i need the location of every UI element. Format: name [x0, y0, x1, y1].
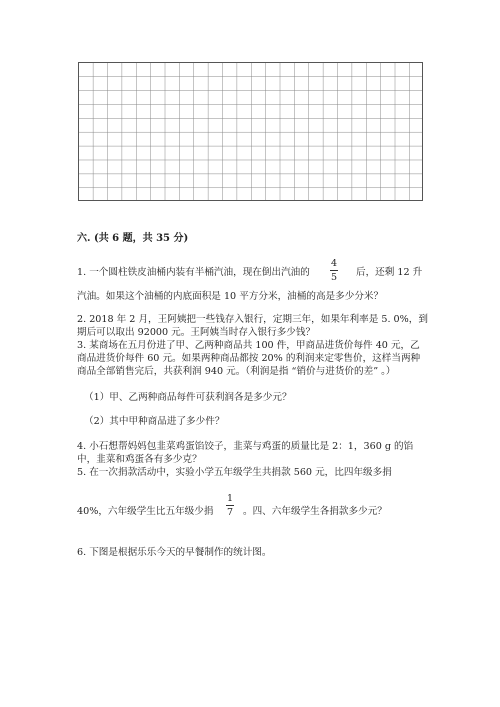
- q1-fraction: [330, 258, 338, 283]
- section-title: 六. (共 6 题，共 35 分): [77, 233, 189, 244]
- q6-line1: 6. 下图是根据乐乐今天的早餐制作的统计图。: [77, 547, 272, 558]
- q5-frac-den: 7: [226, 507, 234, 518]
- q1-frac-den: 5: [330, 272, 338, 283]
- q1-frac-num: 4: [330, 258, 338, 269]
- q5-line1: 5. 在一次捐款活动中，实验小学五年级学生共捐款 560 元，比四年级多捐: [77, 467, 392, 478]
- q4-line2: 中，韭菜和鸡蛋各有多少克？: [77, 454, 202, 465]
- q5-line2b: 。四、六年级学生各捐款多少元？: [243, 506, 387, 517]
- q5-frac-num: 1: [226, 493, 234, 504]
- q4-line1: 4. 小石想帮妈妈包韭菜鸡蛋馅饺子，韭菜与鸡蛋的质量比是 2：1，360 g 的馅: [77, 441, 414, 452]
- q3-sub1: （1）甲、乙两种商品每件可获利润各是多少元？: [84, 392, 292, 403]
- q2-line2: 期后可以取出 92000 元。王阿姨当时存入银行多少钱？: [77, 327, 316, 338]
- q3-sub2: （2）其中甲种商品进了多少件？: [84, 416, 225, 427]
- q3-line1: 3. 某商场在五月份进了甲、乙两种商品共 100 件，甲商品进货价每件 40 元，乙: [77, 340, 420, 351]
- q1-line2: 汽油。如果这个油桶的内底面积是 10 平方分米，油桶的高是多少分米？: [77, 291, 384, 302]
- frac-bar: [330, 270, 338, 271]
- q5-fraction: [226, 493, 234, 518]
- q1-line1a: 1. 一个圆柱铁皮油桶内装有半桶汽油，现在倒出汽油的: [77, 267, 310, 278]
- q1-line1b: 后，还剩 12 升: [356, 267, 423, 278]
- answer-grid: [78, 62, 423, 201]
- frac-bar: [226, 505, 234, 506]
- q3-line2: 商品进货价每件 60 元。如果两种商品都按 20% 的利润来定零售价，这样当两种: [77, 353, 421, 364]
- q5-line2a: 40%，六年级学生比五年级少捐: [77, 506, 214, 517]
- q2-line1: 2. 2018 年 2 月，王阿姨把一些钱存入银行，定期三年，如果年利率是 5. 0%，到: [77, 314, 428, 325]
- q3-line3: 商品全部销售完后，共获利润 940 元。（利润是指 “销价与进货价的差” 。）: [77, 366, 396, 377]
